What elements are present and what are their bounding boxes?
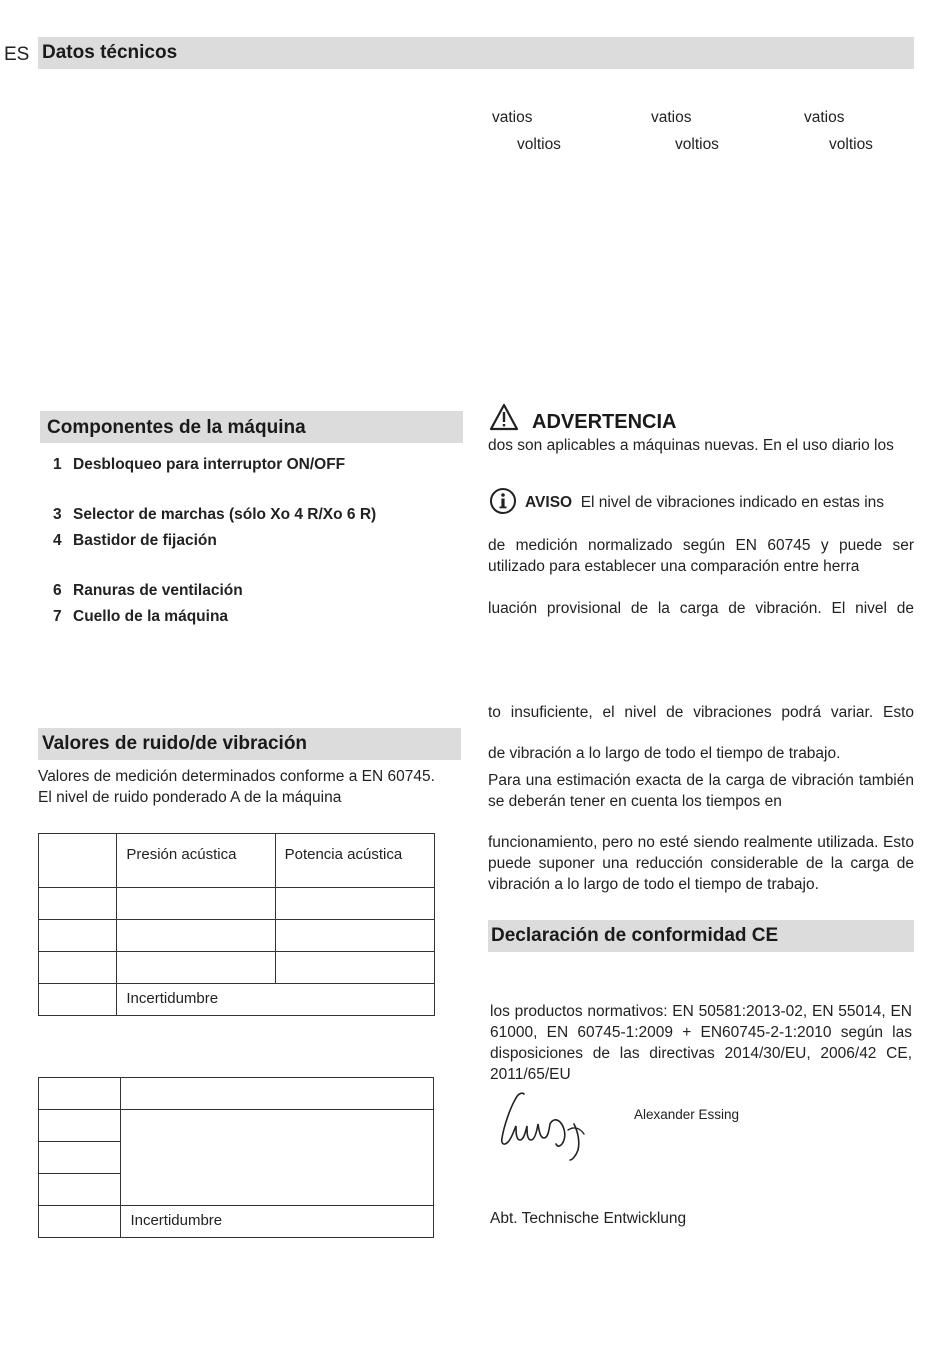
voltage-unit-2: voltios xyxy=(675,136,719,153)
section-title-technical-data: Datos técnicos xyxy=(38,37,914,69)
notice-first-line xyxy=(525,494,884,512)
signer-name: Alexander Essing xyxy=(634,1107,740,1122)
component-item: 6 Ranuras de ventilación xyxy=(53,582,243,599)
section-title-noise-vibration: Valores de ruido/de vibración xyxy=(38,728,461,760)
noise-uncertainty: Incertidumbre xyxy=(117,984,435,1016)
language-code: ES xyxy=(4,44,30,65)
declaration-text: los productos normativos: EN 50581:2013-02, EN 55014, EN 61000, EN 60745-1:2009 + EN60745-2-1:2010 según las disposiciones de las directivas 2014/30/EU, 2006/42 CE, 2011/65/EU xyxy=(490,1003,912,1083)
noise-table xyxy=(38,833,435,1016)
notice-text: funcionamiento, pero no esté siendo realmente utilizada. Esto puede suponer una reducción considerable de la carga de vibración a lo largo de todo el tiempo de trabajo. xyxy=(488,834,914,893)
vibration-table xyxy=(38,1077,434,1238)
department: Abt. Technische Entwicklung xyxy=(490,1210,687,1227)
power-unit-2: vatios xyxy=(651,109,692,126)
power-unit-1: vatios xyxy=(492,109,533,126)
notice-label: AVISO xyxy=(525,494,573,511)
notice-text: to insuficiente, el nivel de vibraciones podrá variar. Esto xyxy=(488,704,914,721)
voltage-unit-3: voltios xyxy=(829,136,873,153)
notice-text: El nivel de vibraciones indicado en estas ins xyxy=(580,494,885,511)
noise-intro: Valores de medición determinados conforme a EN 60745. El nivel de ruido ponderado A de la máquina xyxy=(38,768,435,806)
voltage-unit-1: voltios xyxy=(517,136,561,153)
signature xyxy=(494,1084,594,1169)
notice-text: luación provisional de la carga de vibración. El nivel de xyxy=(488,600,914,617)
component-item: 4 Bastidor de fijación xyxy=(53,532,217,549)
component-item: 3 Selector de marchas (sólo Xo 4 R/Xo 6 R) xyxy=(53,506,377,523)
notice-text: de vibración a lo largo de todo el tiempo de trabajo. xyxy=(488,745,841,762)
col-sound-pressure: Presión acústica xyxy=(117,834,275,888)
power-unit-3: vatios xyxy=(804,109,845,126)
section-title-declaration: Declaración de conformidad CE xyxy=(488,920,914,952)
col-sound-power: Potencia acústica xyxy=(275,834,434,888)
warning-triangle-icon xyxy=(489,403,519,436)
warning-title: ADVERTENCIA xyxy=(532,411,677,433)
notice-text: de medición normalizado según EN 60745 y puede ser utilizado para establecer una comparación entre herra xyxy=(488,537,914,575)
section-title-components: Componentes de la máquina xyxy=(40,411,463,443)
notice-text: Para una estimación exacta de la carga de vibración también se deberán tener en cuenta los tiempos en xyxy=(488,772,914,810)
info-circle-icon xyxy=(489,487,517,520)
component-item: 7 Cuello de la máquina xyxy=(53,608,229,625)
warning-text: dos son aplicables a máquinas nuevas. En el uso diario los xyxy=(488,437,894,454)
component-item: 1 Desbloqueo para interruptor ON/OFF xyxy=(53,456,346,473)
vibration-uncertainty: Incertidumbre xyxy=(121,1206,434,1238)
